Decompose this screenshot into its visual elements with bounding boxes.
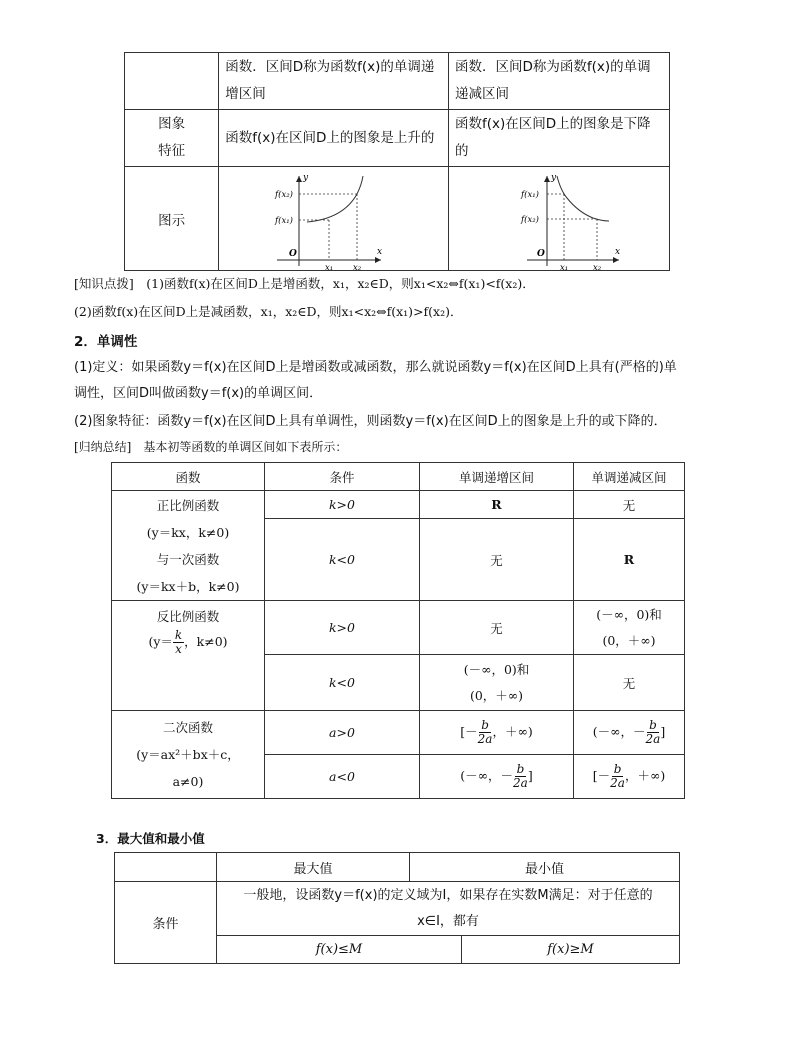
inverse-fraction-den: x (175, 642, 182, 656)
decreasing-graph-cell (449, 167, 670, 271)
monotonicity-graph-feature: (2)图象特征：函数y＝f(x)在区间D上具有单调性，则函数y＝f(x)在区间D上的图象是上升的或下降的． (74, 414, 667, 429)
inverse-formula-pre: (y＝ (148, 634, 173, 649)
linear-inc-pos (420, 491, 574, 519)
summary-intro: [归纳总结] 基本初等函数的单调区间如下表所示： (74, 440, 348, 454)
decreasing-function-graph (449, 168, 669, 270)
linear-dec-pos-text: 无 (622, 497, 636, 513)
increasing-definition-text: 函数．区间D称为函数f(x)的单调递增区间 (225, 59, 435, 102)
linear-cond-pos (265, 491, 420, 519)
fraction-den: 2a (477, 732, 493, 746)
linear-name-3: 与一次函数 (156, 551, 220, 567)
decreasing-definition-text: 函数．区间D称为函数f(x)的单调递减区间 (455, 59, 651, 102)
inverse-dec-pos-text-2: (0，＋∞) (602, 632, 656, 648)
quadratic-dec-pos-fraction (646, 719, 661, 746)
graph-feature-label: 图象特征 (158, 116, 186, 159)
fraction-num: b (613, 762, 622, 776)
empty-cell (125, 53, 219, 110)
header-function (112, 463, 265, 491)
graph-feature-label-cell (125, 110, 219, 167)
increasing-definition-cell (219, 53, 449, 110)
inverse-name-1: 反比例函数 (156, 609, 220, 624)
inverse-function-cell (112, 601, 265, 711)
quadratic-dec-pos-post: ] (660, 724, 666, 739)
monotonicity-definition-line-2: 调性，区间D叫做函数y＝f(x)的单调区间． (74, 386, 323, 401)
header-condition (265, 463, 420, 491)
condition-label: 条件 (152, 917, 179, 932)
x-label-x2: x₂ (353, 262, 362, 270)
elementary-functions-table (111, 462, 685, 799)
max-condition (217, 936, 462, 964)
inverse-formula-post: ，k≠0) (184, 634, 228, 649)
linear-cond-pos-text: k>0 (328, 497, 355, 512)
header-decreasing (574, 463, 685, 491)
x-label-x1: x₁ (325, 262, 334, 270)
quadratic-dec-pos (574, 711, 685, 755)
header-function-text: 函数 (175, 469, 201, 485)
decreasing-feature-text: 函数f(x)在区间D上的图象是下降的 (455, 116, 651, 159)
min-header-text: 最小值 (524, 861, 564, 877)
knowledge-tip-line-2: (2)函数f(x)在区间D上是减函数，x₁，x₂∈D，则x₁<x₂⇔f(x₁)>f(x₂)． (74, 304, 463, 319)
linear-inc-pos-text: R (491, 497, 502, 512)
y-label-fx2: f(x₂) (275, 189, 294, 200)
quadratic-inc-neg-pre: (－∞，－ (460, 768, 514, 783)
origin-label: O (537, 248, 545, 259)
quadratic-name-2: (y＝ax²＋bx＋c， (136, 747, 240, 762)
section-2-heading: 2．单调性 (74, 334, 138, 350)
decreasing-definition-cell (449, 53, 670, 110)
increasing-graph-cell (219, 167, 449, 271)
x-label-x2: x₂ (593, 262, 602, 270)
header-condition-text: 条件 (329, 469, 355, 485)
quadratic-dec-neg (574, 755, 685, 799)
inverse-dec-neg-text: 无 (622, 675, 636, 691)
y-label-fx1: f(x₁) (521, 189, 539, 200)
linear-inc-neg-text: 无 (490, 552, 503, 568)
quadratic-cond-pos (265, 711, 420, 755)
inverse-dec-pos-text-1: (－∞，0)和 (596, 606, 662, 622)
y-label-fx2: f(x₂) (521, 214, 539, 225)
inverse-fraction (173, 629, 184, 656)
inverse-inc-neg (420, 655, 574, 711)
header-increasing-text: 单调递增区间 (458, 469, 534, 485)
quadratic-inc-neg-fraction (513, 763, 528, 790)
quadratic-inc-neg (420, 755, 574, 799)
quadratic-name-3: a≠0) (172, 774, 204, 789)
inverse-inc-neg-text-1: (－∞，0)和 (463, 661, 530, 677)
linear-cond-neg (265, 519, 420, 601)
condition-text-cell (217, 882, 680, 936)
header-decreasing-text: 单调递减区间 (591, 469, 667, 485)
quadratic-inc-pos (420, 711, 574, 755)
quadratic-cond-pos-text: a>0 (329, 725, 355, 740)
fraction-num: b (481, 718, 489, 732)
quadratic-function-cell (112, 711, 265, 799)
inverse-inc-pos-text: 无 (490, 620, 503, 636)
quadratic-inc-pos-fraction (478, 719, 493, 746)
decreasing-feature-cell (449, 110, 670, 167)
quadratic-dec-neg-post: ，＋∞) (624, 768, 666, 783)
quadratic-inc-neg-post: ] (527, 768, 533, 783)
min-condition (462, 936, 680, 964)
linear-cond-neg-text: k<0 (328, 552, 355, 567)
y-axis-label: y (303, 172, 309, 183)
quadratic-inc-pos-pre: [－ (460, 724, 478, 739)
increasing-feature-cell (219, 110, 449, 167)
linear-dec-neg (574, 519, 685, 601)
x-axis-label: x (377, 246, 383, 257)
diagram-label-cell (125, 167, 219, 271)
linear-name-2: (y＝kx，k≠0) (146, 524, 230, 540)
condition-text-1: 一般地，设函数y＝f(x)的定义域为I，如果存在实数M满足：对于任意的 (243, 887, 653, 903)
fraction-den: 2a (610, 776, 625, 790)
x-label-x1: x₁ (560, 262, 569, 270)
fraction-den: 2a (513, 776, 528, 790)
x-axis-label: x (615, 246, 621, 257)
linear-inc-neg (420, 519, 574, 601)
linear-name-1: 正比例函数 (156, 497, 220, 513)
quadratic-name-1: 二次函数 (162, 720, 213, 735)
quadratic-dec-neg-fraction (610, 763, 625, 790)
section-3-heading: 3．最大值和最小值 (96, 831, 205, 846)
inverse-formula (112, 629, 264, 656)
increasing-function-graph (219, 168, 440, 270)
linear-dec-neg-text: R (623, 552, 635, 567)
max-header (217, 853, 410, 882)
fraction-num: b (516, 762, 525, 776)
max-min-table (114, 852, 680, 964)
inverse-cond-pos (265, 601, 420, 655)
y-label-fx1: f(x₁) (275, 215, 294, 226)
condition-text-2: x∈I，都有 (417, 913, 479, 929)
inverse-dec-pos (574, 601, 685, 655)
linear-function-cell (112, 491, 265, 601)
monotonicity-definition-line-1: (1)定义：如果函数y＝f(x)在区间D上是增函数或减函数，那么就说函数y＝f(x)在区间D上具有(严格的)单 (74, 360, 677, 375)
empty-cell (115, 853, 217, 882)
linear-name-4: (y＝kx＋b，k≠0) (136, 578, 240, 594)
min-condition-text: f(x)≥M (547, 942, 594, 957)
quadratic-cond-neg-text: a<0 (329, 769, 355, 784)
quadratic-dec-neg-pre: [－ (592, 768, 611, 783)
increasing-feature-text: 函数f(x)在区间D上的图象是上升的 (225, 129, 435, 146)
quadratic-dec-pos-pre: (－∞，－ (592, 724, 646, 739)
inverse-inc-neg-text-2: (0，＋∞) (469, 687, 524, 703)
max-condition-text: f(x)≤M (315, 942, 363, 957)
inverse-cond-pos-text: k>0 (328, 620, 355, 635)
linear-dec-pos (574, 491, 685, 519)
inverse-cond-neg (265, 655, 420, 711)
quadratic-cond-neg (265, 755, 420, 799)
condition-label-cell (115, 882, 217, 964)
min-header (410, 853, 680, 882)
quadratic-inc-pos-post: ，＋∞) (492, 724, 533, 739)
max-header-text: 最大值 (293, 861, 333, 877)
monotonic-definition-table (124, 52, 670, 271)
inverse-dec-neg (574, 655, 685, 711)
inverse-fraction-num: k (174, 628, 183, 642)
inverse-cond-neg-text: k<0 (328, 675, 355, 690)
origin-label: O (289, 248, 298, 259)
knowledge-tip-line-1: [知识点拨] (1)函数f(x)在区间D上是增函数，x₁，x₂∈D，则x₁<x₂⇔f(x₁)<f(x₂)． (74, 276, 535, 291)
header-increasing (420, 463, 574, 491)
diagram-label: 图示 (158, 212, 186, 229)
fraction-den: 2a (645, 732, 661, 746)
fraction-num: b (649, 718, 657, 732)
inverse-inc-pos (420, 601, 574, 655)
y-axis-label: y (551, 172, 557, 183)
